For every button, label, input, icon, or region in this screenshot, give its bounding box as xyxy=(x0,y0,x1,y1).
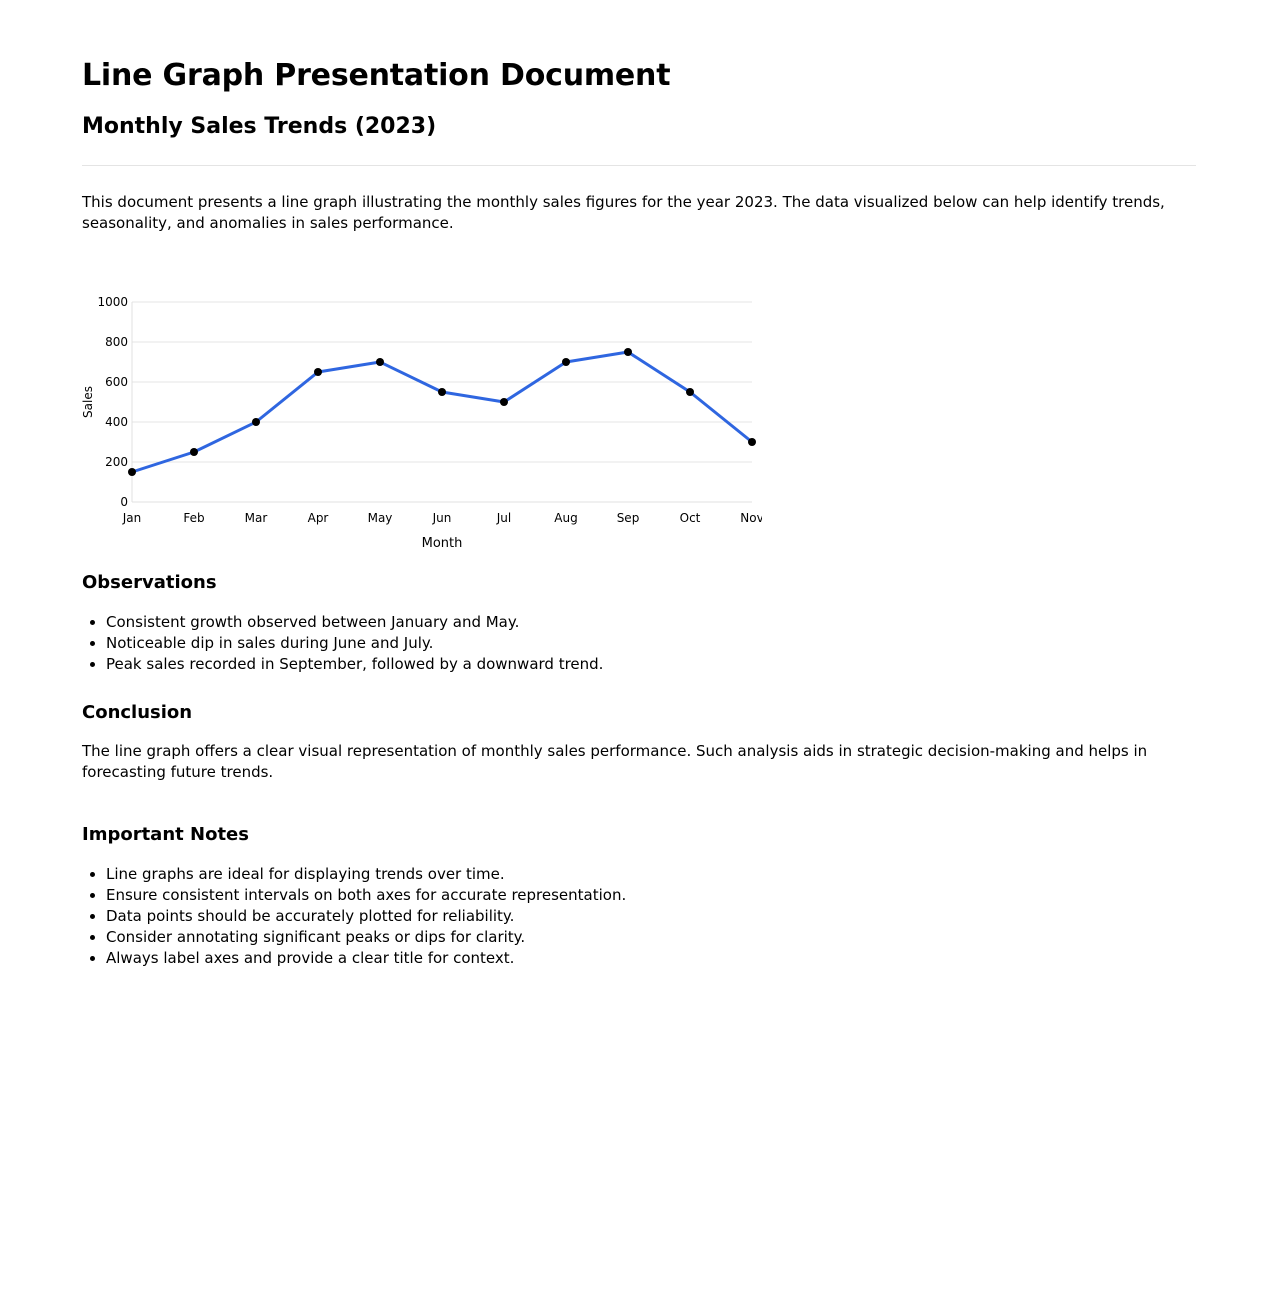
intro-paragraph: This document presents a line graph illustrating the monthly sales figures for the year 2023. The data visualized below can help identify trends, seasonality, and anomalies in sales performance. xyxy=(82,193,1165,232)
list-item: • Consistent growth observed between January and May. xyxy=(106,612,1196,633)
x-tick-label: Jul xyxy=(496,511,512,525)
data-point xyxy=(438,388,446,396)
data-point xyxy=(686,388,694,396)
y-tick-label: 200 xyxy=(105,455,128,469)
list-item: • Consider annotating significant peaks or dips for clarity. xyxy=(106,927,1196,948)
observations-heading: Observations xyxy=(82,572,217,593)
data-point xyxy=(748,438,756,446)
y-tick-label: 600 xyxy=(105,375,128,389)
notes-list xyxy=(82,864,1196,969)
list-item: • Noticeable dip in sales during June and July. xyxy=(106,633,1196,654)
list-item: • Always label axes and provide a clear title for context. xyxy=(106,948,1196,969)
chart-svg xyxy=(82,284,762,554)
data-point xyxy=(376,358,384,366)
x-tick-label: Nov xyxy=(740,511,762,525)
x-tick-label: Feb xyxy=(183,511,205,525)
sales-line-chart xyxy=(82,284,762,554)
data-point xyxy=(562,358,570,366)
x-tick-label: Jun xyxy=(432,511,452,525)
data-point xyxy=(314,368,322,376)
series-line xyxy=(132,352,752,472)
x-tick-label: Aug xyxy=(554,511,578,525)
list-item: • Data points should be accurately plotted for reliability. xyxy=(106,906,1196,927)
list-item: • Peak sales recorded in September, followed by a downward trend. xyxy=(106,654,1196,675)
y-tick-label: 0 xyxy=(120,495,128,509)
x-tick-label: Jan xyxy=(122,511,142,525)
x-axis-label: Month xyxy=(421,536,463,551)
page-subtitle: Monthly Sales Trends (2023) xyxy=(82,114,437,139)
divider xyxy=(82,165,1196,166)
x-tick-label: Apr xyxy=(307,511,329,525)
y-tick-label: 1000 xyxy=(97,295,128,309)
list-item: • Line graphs are ideal for displaying trends over time. xyxy=(106,864,1196,885)
data-point xyxy=(252,418,260,426)
notes-heading: Important Notes xyxy=(82,824,249,845)
observations-list xyxy=(82,612,1196,675)
y-axis-label: Sales xyxy=(82,386,95,418)
list-item: • Ensure consistent intervals on both axes for accurate representation. xyxy=(106,885,1196,906)
x-tick-label: May xyxy=(367,511,393,525)
data-point xyxy=(190,448,198,456)
x-tick-label: Mar xyxy=(244,511,268,525)
page-title: Line Graph Presentation Document xyxy=(82,58,671,93)
data-point xyxy=(500,398,508,406)
x-tick-label: Oct xyxy=(679,511,701,525)
conclusion-heading: Conclusion xyxy=(82,702,193,723)
data-point xyxy=(128,468,136,476)
y-tick-label: 400 xyxy=(105,415,128,429)
conclusion-paragraph: The line graph offers a clear visual representation of monthly sales performance. Such analysis aids in strategic decision-making and helps in forecasting future trends. xyxy=(82,742,1148,781)
data-point xyxy=(624,348,632,356)
y-tick-label: 800 xyxy=(105,335,128,349)
x-tick-label: Sep xyxy=(616,511,640,525)
